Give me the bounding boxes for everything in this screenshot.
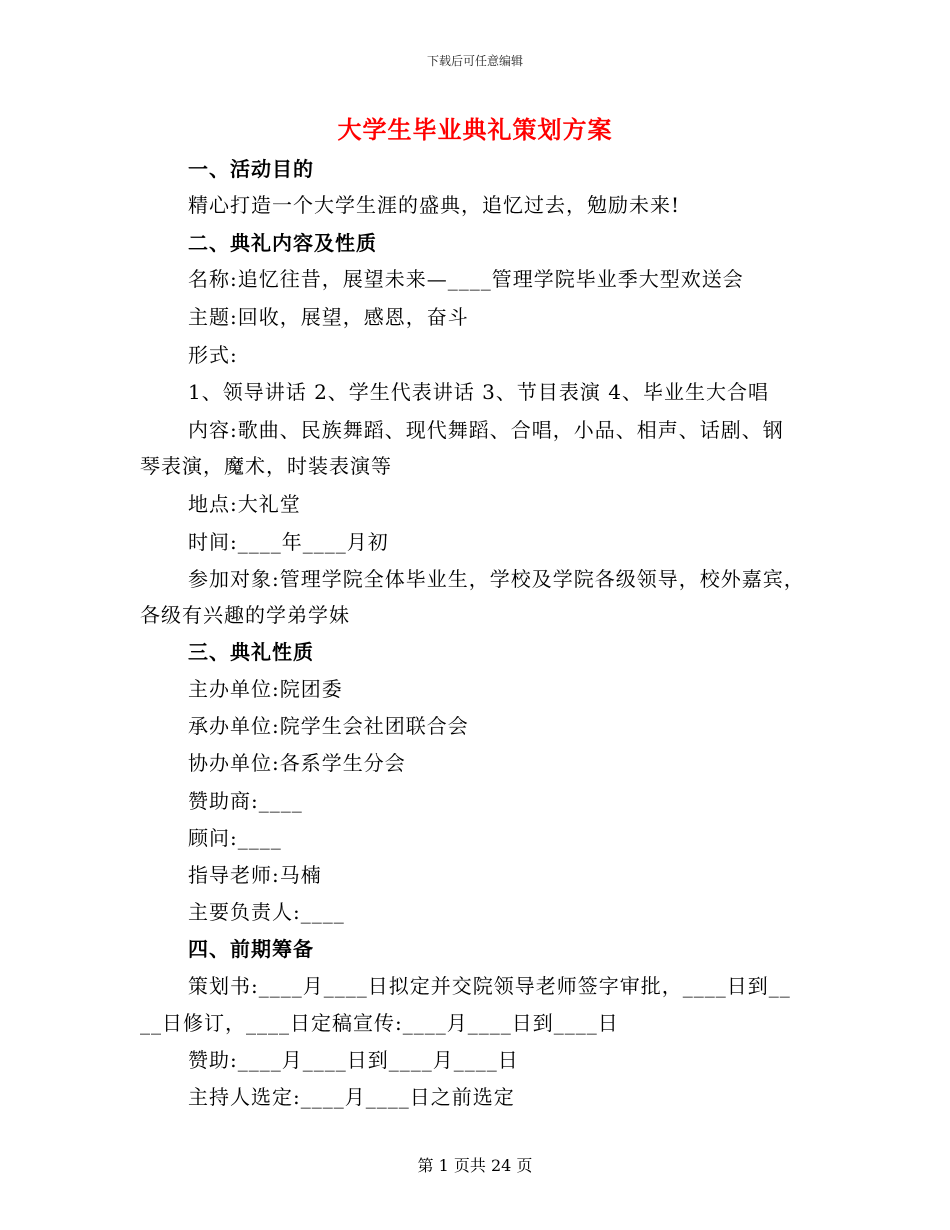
paragraph-host: 主办单位:院团委 bbox=[188, 677, 343, 701]
paragraph-co-organizer: 协办单位:各系学生分会 bbox=[188, 751, 406, 775]
paragraph-format-label: 形式: bbox=[188, 343, 238, 367]
paragraph-plan-cont: __日修订，____日定稿宣传:____月____日到____日 bbox=[140, 1011, 619, 1035]
paragraph-time: 时间:____年____月初 bbox=[188, 530, 389, 554]
paragraph-theme: 主题:回收，展望，感恩，奋斗 bbox=[188, 305, 469, 329]
paragraph-sponsor: 赞助商:____ bbox=[188, 789, 303, 813]
paragraph-teacher: 指导老师:马楠 bbox=[188, 863, 322, 887]
section-heading-purpose: 一、活动目的 bbox=[188, 157, 314, 181]
paragraph-advisor: 顾问:____ bbox=[188, 826, 282, 850]
section-heading-nature: 三、典礼性质 bbox=[188, 640, 314, 664]
paragraph-format-items: 1、领导讲话 2、学生代表讲话 3、节目表演 4、毕业生大合唱 bbox=[188, 380, 769, 404]
paragraph-location: 地点:大礼堂 bbox=[188, 492, 301, 516]
paragraph-contents-cont: 琴表演，魔术，时装表演等 bbox=[140, 454, 392, 478]
paragraph-plan: 策划书:____月____日拟定并交院领导老师签字审批，____日到__ bbox=[188, 974, 791, 998]
paragraph-sponsorship: 赞助:____月____日到____月____日 bbox=[188, 1048, 519, 1072]
paragraph-purpose: 精心打造一个大学生涯的盛典，追忆过去，勉励未来! bbox=[188, 193, 681, 217]
paragraph-participants-cont: 各级有兴趣的学弟学妹 bbox=[140, 603, 350, 627]
page-number: 第 1 页共 24 页 bbox=[417, 1156, 533, 1175]
document-title: 大学生毕业典礼策划方案 bbox=[337, 115, 613, 144]
paragraph-lead: 主要负责人:____ bbox=[188, 900, 345, 924]
paragraph-name: 名称:追忆往昔，展望未来—____管理学院毕业季大型欢送会 bbox=[188, 267, 744, 291]
page-header: 下载后可任意编辑 bbox=[426, 54, 523, 68]
paragraph-host-selection: 主持人选定:____月____日之前选定 bbox=[188, 1085, 515, 1109]
paragraph-organizer: 承办单位:院学生会社团联合会 bbox=[188, 714, 469, 738]
section-heading-content: 二、典礼内容及性质 bbox=[188, 231, 377, 255]
paragraph-participants: 参加对象:管理学院全体毕业生，学校及学院各级领导，校外嘉宾， bbox=[188, 567, 805, 591]
paragraph-contents: 内容:歌曲、民族舞蹈、现代舞蹈、合唱，小品、相声、话剧、钢 bbox=[188, 418, 784, 442]
section-heading-preparation: 四、前期筹备 bbox=[188, 937, 314, 961]
